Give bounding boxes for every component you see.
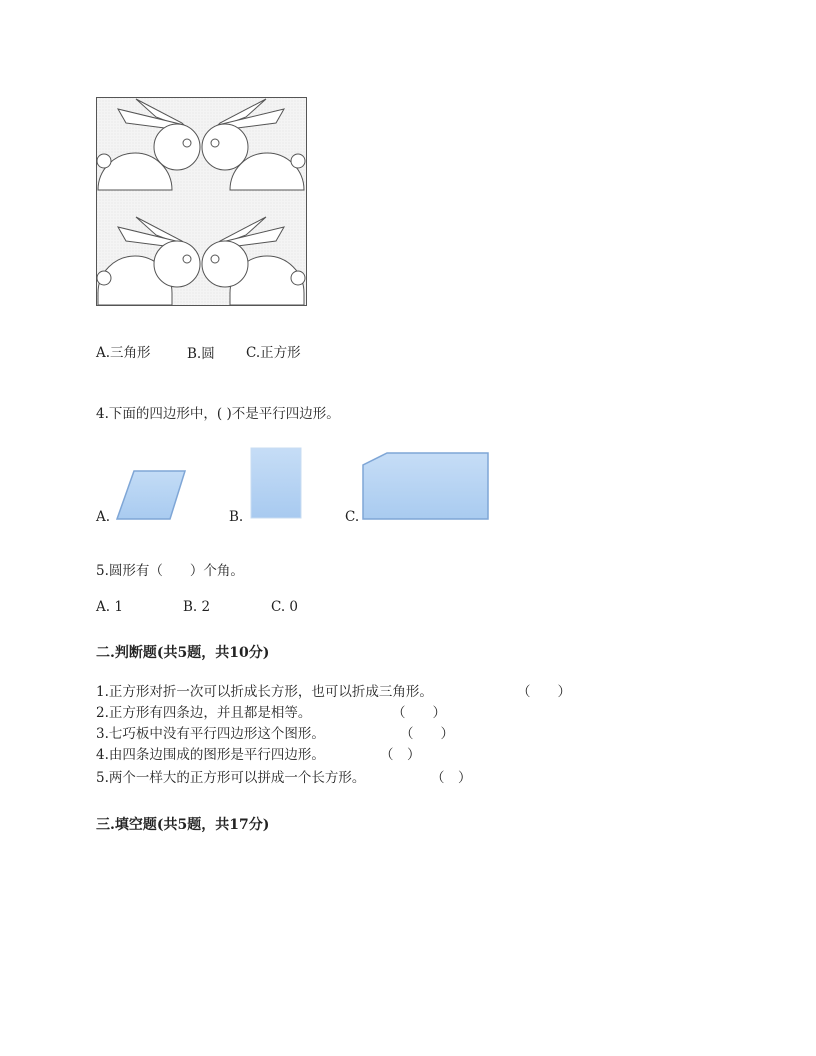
q5-option-c: C. 0 — [271, 599, 299, 615]
q4-option-b-label: B. — [229, 509, 244, 525]
q3-option-c: C.正方形 — [246, 345, 301, 361]
q5-option-a: A. 1 — [96, 599, 123, 615]
tf-item-5-paren: （ ） — [431, 770, 472, 786]
q4-option-a-label: A. — [96, 509, 111, 525]
rabbits-figure-icon — [96, 97, 308, 307]
parallelogram-icon — [114, 469, 190, 523]
q5-option-b: B. 2 — [183, 599, 211, 615]
q4-option-c-label: C. — [345, 509, 360, 525]
q5-question: 5.圆形有（ ）个角。 — [96, 563, 244, 579]
tf-item-4-paren: （ ） — [380, 747, 421, 763]
tf-item-5-text: 5.两个一样大的正方形可以拼成一个长方形。 — [96, 770, 366, 786]
section3-title: 三.填空题(共5题，共17分) — [96, 817, 270, 833]
tf-item-4-text: 4.由四条边围成的图形是平行四边形。 — [96, 747, 325, 763]
tf-item-1-text: 1.正方形对折一次可以折成长方形，也可以折成三角形。 — [96, 684, 433, 700]
q3-option-b: B.圆 — [187, 346, 215, 362]
tf-item-2 — [96, 707, 311, 721]
cut-corner-quad-icon — [361, 451, 491, 523]
section2-title: 二.判断题(共5题，共10分) — [96, 645, 270, 661]
tf-item-3-text: 3.七巧板中没有平行四边形这个图形。 — [96, 726, 325, 742]
tf-item-3 — [96, 728, 325, 742]
tf-item-5 — [96, 772, 365, 786]
tf-item-4 — [96, 749, 325, 763]
tf-item-3-paren: （ ） — [400, 726, 454, 742]
tf-item-1 — [96, 686, 433, 700]
tf-item-2-text: 2.正方形有四条边，并且都是相等。 — [96, 705, 312, 721]
q3-option-a: A.三角形 — [96, 345, 151, 361]
tf-item-2-paren: （ ） — [392, 705, 446, 721]
tf-item-1-paren: （ ） — [517, 684, 571, 700]
rectangle-icon — [250, 447, 304, 521]
q4-question: 4.下面的四边形中，( )不是平行四边形。 — [96, 406, 340, 422]
